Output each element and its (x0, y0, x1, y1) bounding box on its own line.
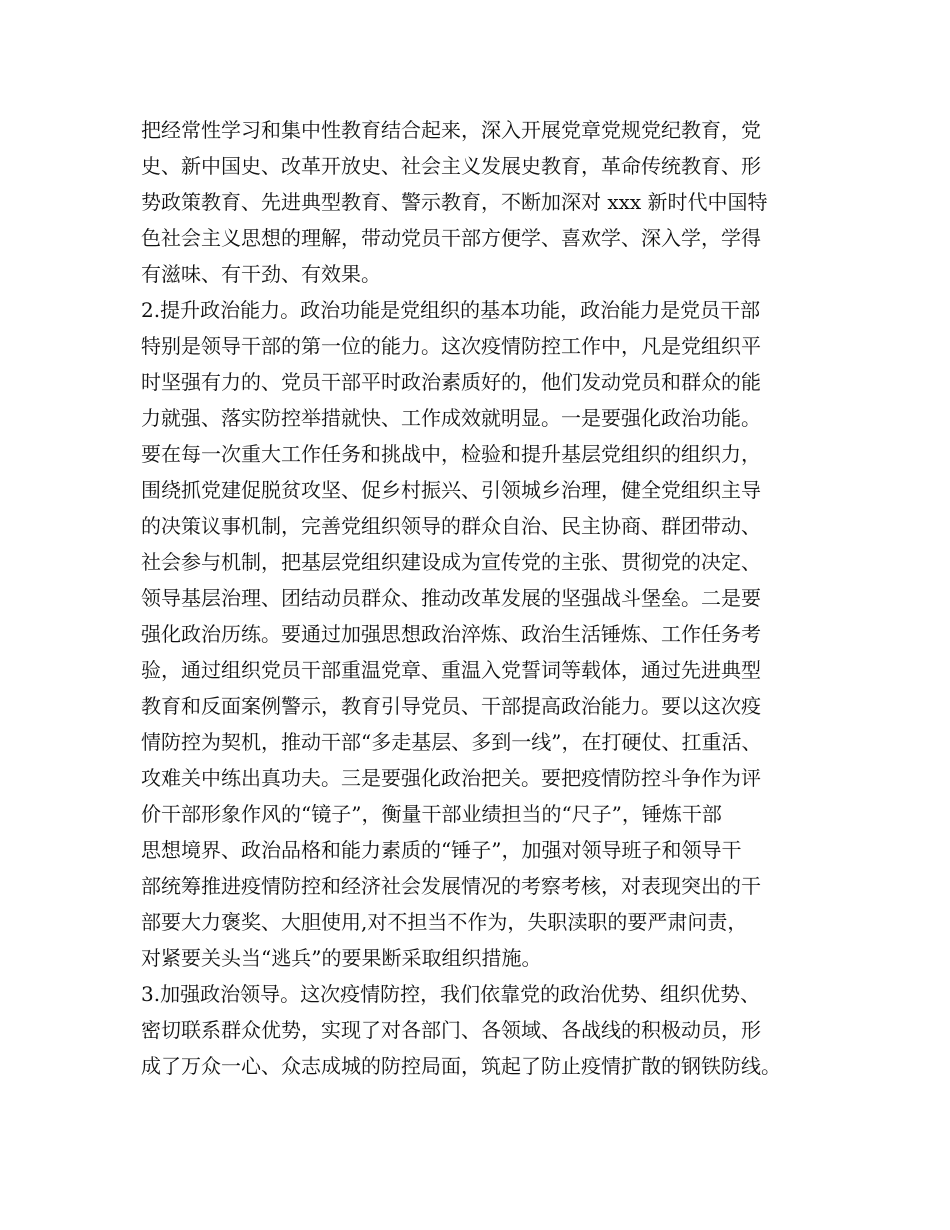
text-line: 攻难关中练出真功夫。三是要强化政治把关。要把疫情防控斗争作为评 (141, 766, 761, 790)
text-line: 思想境界、政治品格和能力素质的“锤子”，加强对领导班子和领导干 (141, 838, 742, 862)
text-line: 的决策议事机制，完善党组织领导的群众自治、民主协商、群团带动、 (141, 514, 761, 538)
text-line: 围绕抓党建促脱贫攻坚、促乡村振兴、引领城乡治理，健全党组织主导 (141, 478, 761, 502)
text-line: 对紧要关头当“逃兵”的要果断采取组织措施。 (141, 946, 542, 970)
section-heading-line: 2.提升政治能力。政治功能是党组织的基本功能，政治能力是党员干部 (141, 298, 761, 322)
text-line: 教育和反面案例警示，教育引导党员、干部提高政治能力。要以这次疫 (141, 694, 761, 718)
text-line: 势政策教育、先进典型教育、警示教育，不断加深对 xxx 新时代中国特 (141, 190, 768, 214)
text-line: 密切联系群众优势，实现了对各部门、各领域、各战线的积极动员，形 (141, 1018, 761, 1042)
text-line: 强化政治历练。要通过加强思想政治淬炼、政治生活锤炼、工作任务考 (141, 622, 761, 646)
text-line: 史、新中国史、改革开放史、社会主义发展史教育，革命传统教育、形 (141, 154, 761, 178)
text-line: 力就强、落实防控举措就快、工作成效就明显。一是要强化政治功能。 (141, 406, 761, 430)
text-line: 把经常性学习和集中性教育结合起来，深入开展党章党规党纪教育，党 (141, 118, 761, 142)
text-line: 色社会主义思想的理解，带动党员干部方便学、喜欢学、深入学，学得 (141, 226, 761, 250)
text-line: 部统筹推进疫情防控和经济社会发展情况的考察考核，对表现突出的干 (141, 874, 761, 898)
document-body (141, 112, 841, 1084)
text-line: 社会参与机制，把基层党组织建设成为宣传党的主张、贯彻党的决定、 (141, 550, 761, 574)
text-line: 验，通过组织党员干部重温党章、重温入党誓词等载体，通过先进典型 (141, 658, 761, 682)
text-line: 时坚强有力的、党员干部平时政治素质好的，他们发动党员和群众的能 (141, 370, 761, 394)
text-line: 特别是领导干部的第一位的能力。这次疫情防控工作中，凡是党组织平 (141, 334, 761, 358)
text-line: 要在每一次重大工作任务和挑战中，检验和提升基层党组织的组织力， (141, 442, 761, 466)
text-line: 情防控为契机，推动干部“多走基层、多到一线”，在打硬仗、扛重活、 (141, 730, 762, 754)
section-heading-line: 3.加强政治领导。这次疫情防控，我们依靠党的政治优势、组织优势、 (141, 982, 761, 1006)
text-line: 成了万众一心、众志成城的防控局面，筑起了防止疫情扩散的钢铁防线。 (141, 1054, 781, 1078)
text-line: 价干部形象作风的“镜子”，衡量干部业绩担当的“尺子”，锤炼干部 (141, 802, 722, 826)
text-line: 领导基层治理、团结动员群众、推动改革发展的坚强战斗堡垒。二是要 (141, 586, 761, 610)
text-line: 部要大力褒奖、大胆使用,对不担当不作为，失职渎职的要严肃问责， (141, 910, 748, 934)
text-line: 有滋味、有干劲、有效果。 (141, 262, 381, 286)
